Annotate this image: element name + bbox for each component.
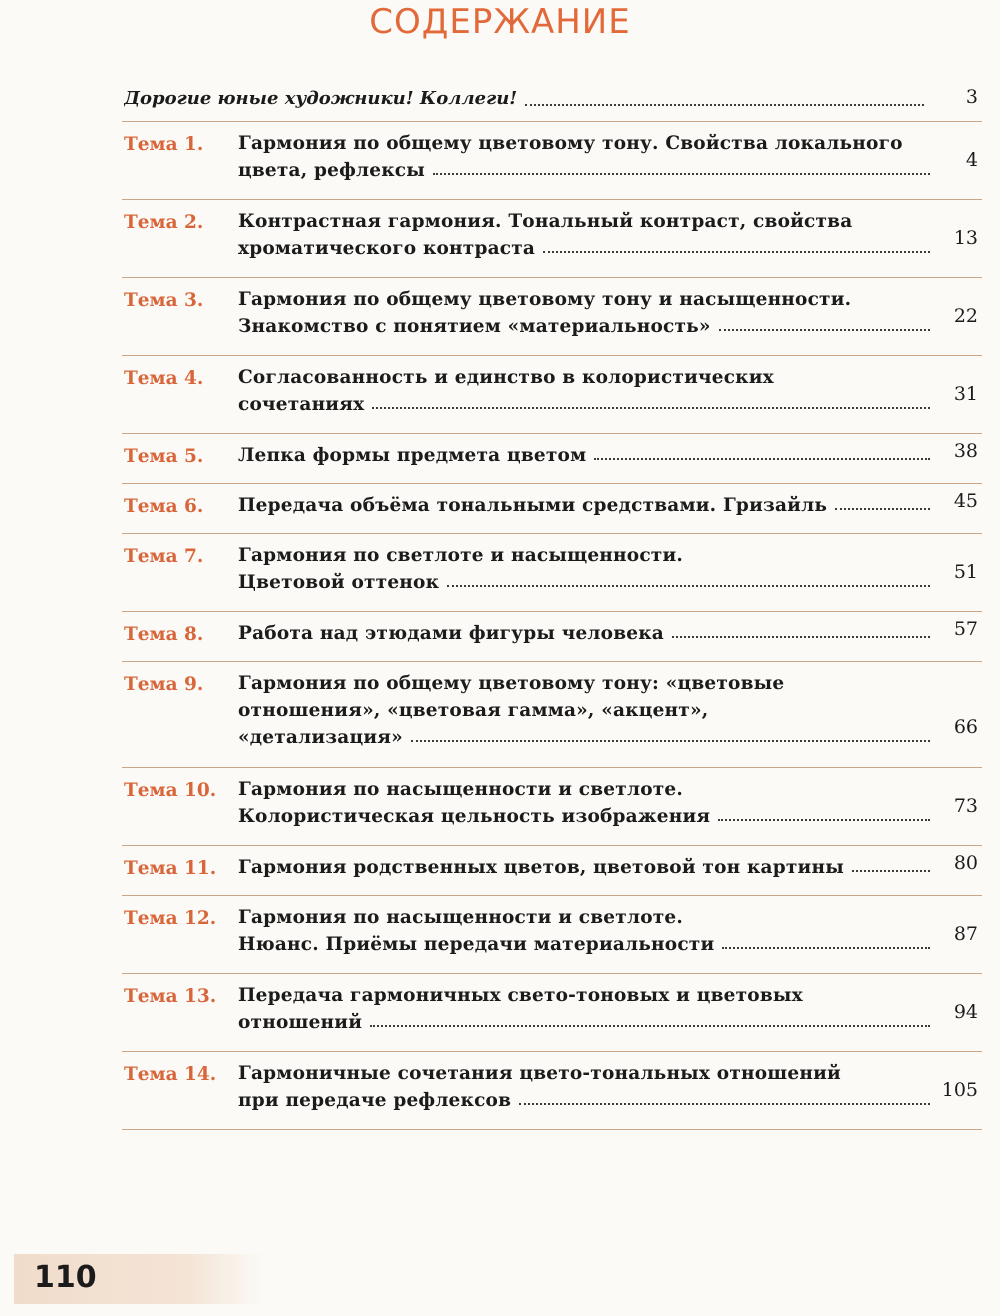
toc-topic-row[interactable] (122, 662, 982, 768)
toc-page-number: 66 (953, 716, 978, 738)
toc-page-number: 22 (953, 305, 978, 327)
toc-topic-row[interactable] (122, 1052, 982, 1130)
leader-dots (719, 313, 930, 331)
toc-topic-title-line (238, 670, 930, 697)
toc-topic-number: Тема 6. (124, 496, 204, 517)
leader-dots (525, 88, 924, 106)
toc-topic-row[interactable] (122, 768, 982, 846)
leader-dots (519, 1087, 930, 1105)
toc-intro-line (124, 88, 924, 109)
toc-topic-title-text: Гармония по общему цветовому тону и насыщенности. (238, 289, 852, 310)
toc-page-number: 105 (941, 1079, 978, 1101)
toc-topic-row[interactable] (122, 612, 982, 662)
toc-topic-list (122, 122, 982, 1130)
toc-topic-number: Тема 8. (124, 624, 204, 645)
toc-topic-title-line (238, 620, 930, 647)
toc-topic-title-line (238, 776, 930, 803)
table-of-contents (122, 80, 982, 1130)
toc-topic-row[interactable] (122, 484, 982, 534)
toc-topic-title (238, 208, 930, 262)
toc-topic-number: Тема 12. (124, 908, 217, 929)
toc-topic-title-text: «детализация» (238, 727, 403, 748)
toc-page-number: 13 (953, 227, 978, 249)
toc-topic-title (238, 670, 930, 751)
leader-dots (718, 803, 930, 821)
toc-topic-title-text: Передача гармоничных свето-тоновых и цветовых (238, 985, 803, 1006)
toc-topic-title-line (238, 157, 930, 184)
toc-intro-row[interactable] (122, 80, 982, 122)
toc-topic-title-text: Гармония по насыщенности и светлоте. (238, 907, 684, 928)
toc-topic-title (238, 776, 930, 830)
toc-page-number: 73 (953, 795, 978, 817)
toc-topic-title-text: Гармония по светлоте и насыщенности. (238, 545, 684, 566)
toc-topic-row[interactable] (122, 122, 982, 200)
toc-topic-title-text: Гармония родственных цветов, цветовой тон картины (238, 857, 844, 878)
toc-topic-title-line (238, 1087, 930, 1114)
toc-topic-row[interactable] (122, 278, 982, 356)
toc-topic-title (238, 854, 930, 881)
toc-topic-title-text: Работа над этюдами фигуры человека (238, 623, 664, 644)
toc-topic-title-text: Контрастная гармония. Тональный контраст, свойства (238, 211, 853, 232)
leader-dots (447, 569, 930, 587)
toc-topic-row[interactable] (122, 896, 982, 974)
toc-page-number: 31 (953, 383, 978, 405)
toc-page-number: 3 (965, 86, 978, 108)
toc-topic-number: Тема 9. (124, 674, 204, 695)
toc-topic-title-line (238, 442, 930, 469)
toc-topic-title-line (238, 803, 930, 830)
leader-dots (433, 157, 930, 175)
toc-topic-number: Тема 5. (124, 446, 204, 467)
toc-intro-text: Дорогие юные художники! Коллеги! (124, 88, 518, 109)
toc-topic-number: Тема 11. (124, 858, 217, 879)
toc-page-number: 45 (953, 490, 978, 512)
toc-topic-title (238, 982, 930, 1036)
toc-topic-title-text: цвета, рефлексы (238, 160, 425, 181)
toc-topic-title-line (238, 931, 930, 958)
toc-topic-title-line (238, 1009, 930, 1036)
toc-topic-title-line (238, 854, 930, 881)
toc-topic-title-line (238, 364, 930, 391)
toc-topic-title-line (238, 208, 930, 235)
page-number-badge (14, 1254, 264, 1304)
toc-topic-title (238, 130, 930, 184)
toc-topic-title-line (238, 1060, 930, 1087)
toc-topic-number: Тема 2. (124, 212, 204, 233)
toc-topic-title-line (238, 286, 930, 313)
toc-topic-title-line (238, 569, 930, 596)
toc-page-number: 87 (953, 923, 978, 945)
toc-topic-title-text: хроматического контраста (238, 238, 536, 259)
toc-topic-title (238, 286, 930, 340)
toc-topic-number: Тема 4. (124, 368, 204, 389)
toc-topic-title-text: Гармоничные сочетания цвето-тональных отношений (238, 1063, 841, 1084)
toc-topic-title-text: Лепка формы предмета цветом (238, 445, 587, 466)
toc-page-number: 4 (965, 149, 978, 171)
toc-topic-row[interactable] (122, 534, 982, 612)
toc-topic-number: Тема 1. (124, 134, 204, 155)
leader-dots (852, 854, 930, 872)
toc-topic-title-text: Цветовой оттенок (238, 572, 440, 593)
toc-topic-row[interactable] (122, 200, 982, 278)
leader-dots (411, 724, 930, 742)
leader-dots (370, 1009, 930, 1027)
toc-topic-title-text: Колористическая цельность изображения (238, 806, 711, 827)
toc-topic-title-line (238, 904, 930, 931)
toc-topic-title-line (238, 391, 930, 418)
toc-topic-title-line (238, 724, 930, 751)
page-title: СОДЕРЖАНИЕ (369, 2, 631, 42)
leader-dots (835, 492, 930, 510)
toc-page-number: 38 (953, 440, 978, 462)
toc-topic-title-line (238, 982, 930, 1009)
toc-page-number: 57 (953, 618, 978, 640)
toc-topic-title-text: Согласованность и единство в колористических (238, 367, 774, 388)
toc-topic-title-text: отношения», «цветовая гамма», «акцент», (238, 700, 709, 721)
toc-topic-title (238, 542, 930, 596)
toc-topic-title (238, 904, 930, 958)
toc-topic-title-text: Нюанс. Приёмы передачи материальности (238, 934, 715, 955)
leader-dots (672, 620, 930, 638)
toc-topic-title (238, 1060, 930, 1114)
toc-topic-title (238, 492, 930, 519)
toc-page-number: 51 (953, 561, 978, 583)
toc-topic-title-text: Гармония по общему цветовому тону: «цветовые (238, 673, 785, 694)
toc-topic-title-text: отношений (238, 1012, 363, 1033)
toc-topic-title (238, 442, 930, 469)
toc-topic-title-line (238, 697, 930, 724)
toc-topic-title (238, 620, 930, 647)
toc-topic-title-text: Гармония по общему цветовому тону. Свойства локального (238, 133, 903, 154)
toc-topic-title-text: Гармония по насыщенности и светлоте. (238, 779, 684, 800)
toc-topic-title-text: при передаче рефлексов (238, 1090, 512, 1111)
toc-page-number: 94 (953, 1001, 978, 1023)
leader-dots (543, 235, 930, 253)
toc-topic-number: Тема 14. (124, 1064, 217, 1085)
toc-topic-row[interactable] (122, 846, 982, 896)
toc-topic-title-line (238, 313, 930, 340)
toc-topic-row[interactable] (122, 974, 982, 1052)
toc-topic-title-text: Знакомство с понятием «материальность» (238, 316, 711, 337)
toc-topic-title-text: Передача объёма тональными средствами. Гризайль (238, 495, 828, 516)
leader-dots (594, 442, 930, 460)
toc-topic-row[interactable] (122, 434, 982, 484)
toc-topic-number: Тема 3. (124, 290, 204, 311)
toc-topic-title-line (238, 542, 930, 569)
leader-dots (722, 931, 930, 949)
toc-topic-title-line (238, 235, 930, 262)
leader-dots (372, 391, 930, 409)
toc-topic-title (238, 364, 930, 418)
toc-topic-number: Тема 10. (124, 780, 217, 801)
toc-topic-number: Тема 13. (124, 986, 217, 1007)
toc-topic-title-text: сочетаниях (238, 394, 365, 415)
toc-topic-row[interactable] (122, 356, 982, 434)
page-number: 110 (34, 1260, 97, 1295)
toc-topic-title-line (238, 130, 930, 157)
toc-topic-title-line (238, 492, 930, 519)
toc-topic-number: Тема 7. (124, 546, 204, 567)
toc-page-number: 80 (953, 852, 978, 874)
